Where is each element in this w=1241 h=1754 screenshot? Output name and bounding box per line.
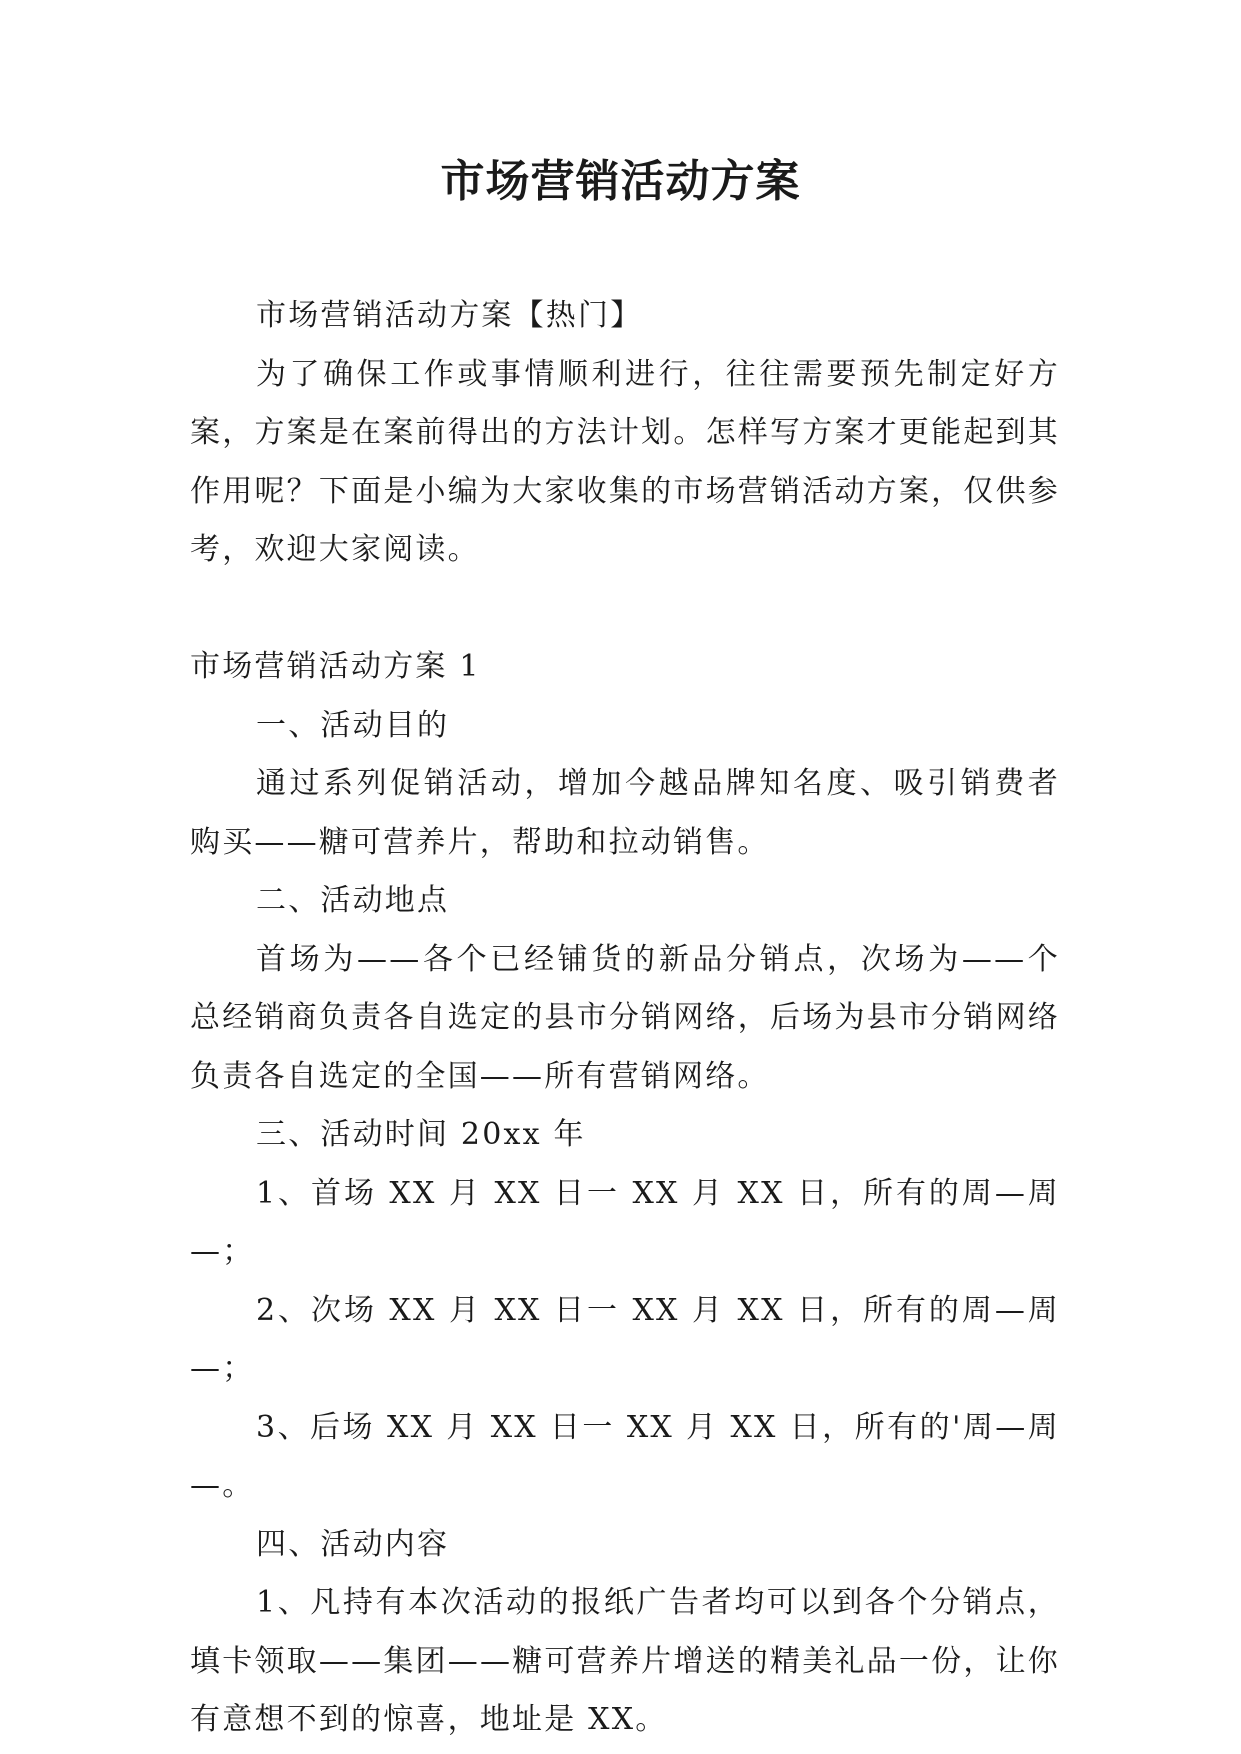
time-heading: 三、活动时间 20xx 年	[256, 1117, 586, 1152]
location-heading: 二、活动地点	[256, 883, 450, 918]
purpose-heading: 一、活动目的	[256, 707, 450, 743]
intro-paragraph: 为了确保工作或事情顺利进行，往往需要预先制定好方案，方案是在案前得出的方法计划。怎样写方案才更能起到其作用呢？下面是小编为大家收集的市场营销活动方案，仅供参考，欢迎大家阅读。	[190, 356, 1060, 567]
document-body	[190, 287, 1060, 1750]
document-subtitle: 市场营销活动方案【热门】	[256, 298, 643, 333]
section-title: 市场营销活动方案 1	[190, 649, 481, 684]
location-paragraph: 首场为——各个已经铺货的新品分销点，次场为——个总经销商负责各自选定的县市分销网络，后场为县市分销网络负责各自选定的全国——所有营销网络。	[190, 941, 1060, 1094]
time-item: 1、首场 XX 月 XX 日一 XX 月 XX 日，所有的周—周—；	[190, 1175, 1060, 1269]
time-item: 3、后场 XX 月 XX 日一 XX 月 XX 日，所有的'周—周—。	[190, 1409, 1060, 1503]
paragraph-gap	[190, 580, 1060, 639]
content-paragraph: 1、凡持有本次活动的报纸广告者均可以到各个分销点，填卡领取——集团——糖可营养片增送的精美礼品一份，让你有意想不到的惊喜，地址是 XX。	[190, 1585, 1060, 1737]
document-title: 市场营销活动方案	[440, 156, 801, 207]
time-item: 2、次场 XX 月 XX 日一 XX 月 XX 日，所有的周—周—；	[190, 1292, 1060, 1386]
content-heading: 四、活动内容	[256, 1526, 450, 1562]
purpose-paragraph: 通过系列促销活动，增加今越品牌知名度、吸引销费者购买——糖可营养片，帮助和拉动销售。	[190, 766, 1060, 860]
